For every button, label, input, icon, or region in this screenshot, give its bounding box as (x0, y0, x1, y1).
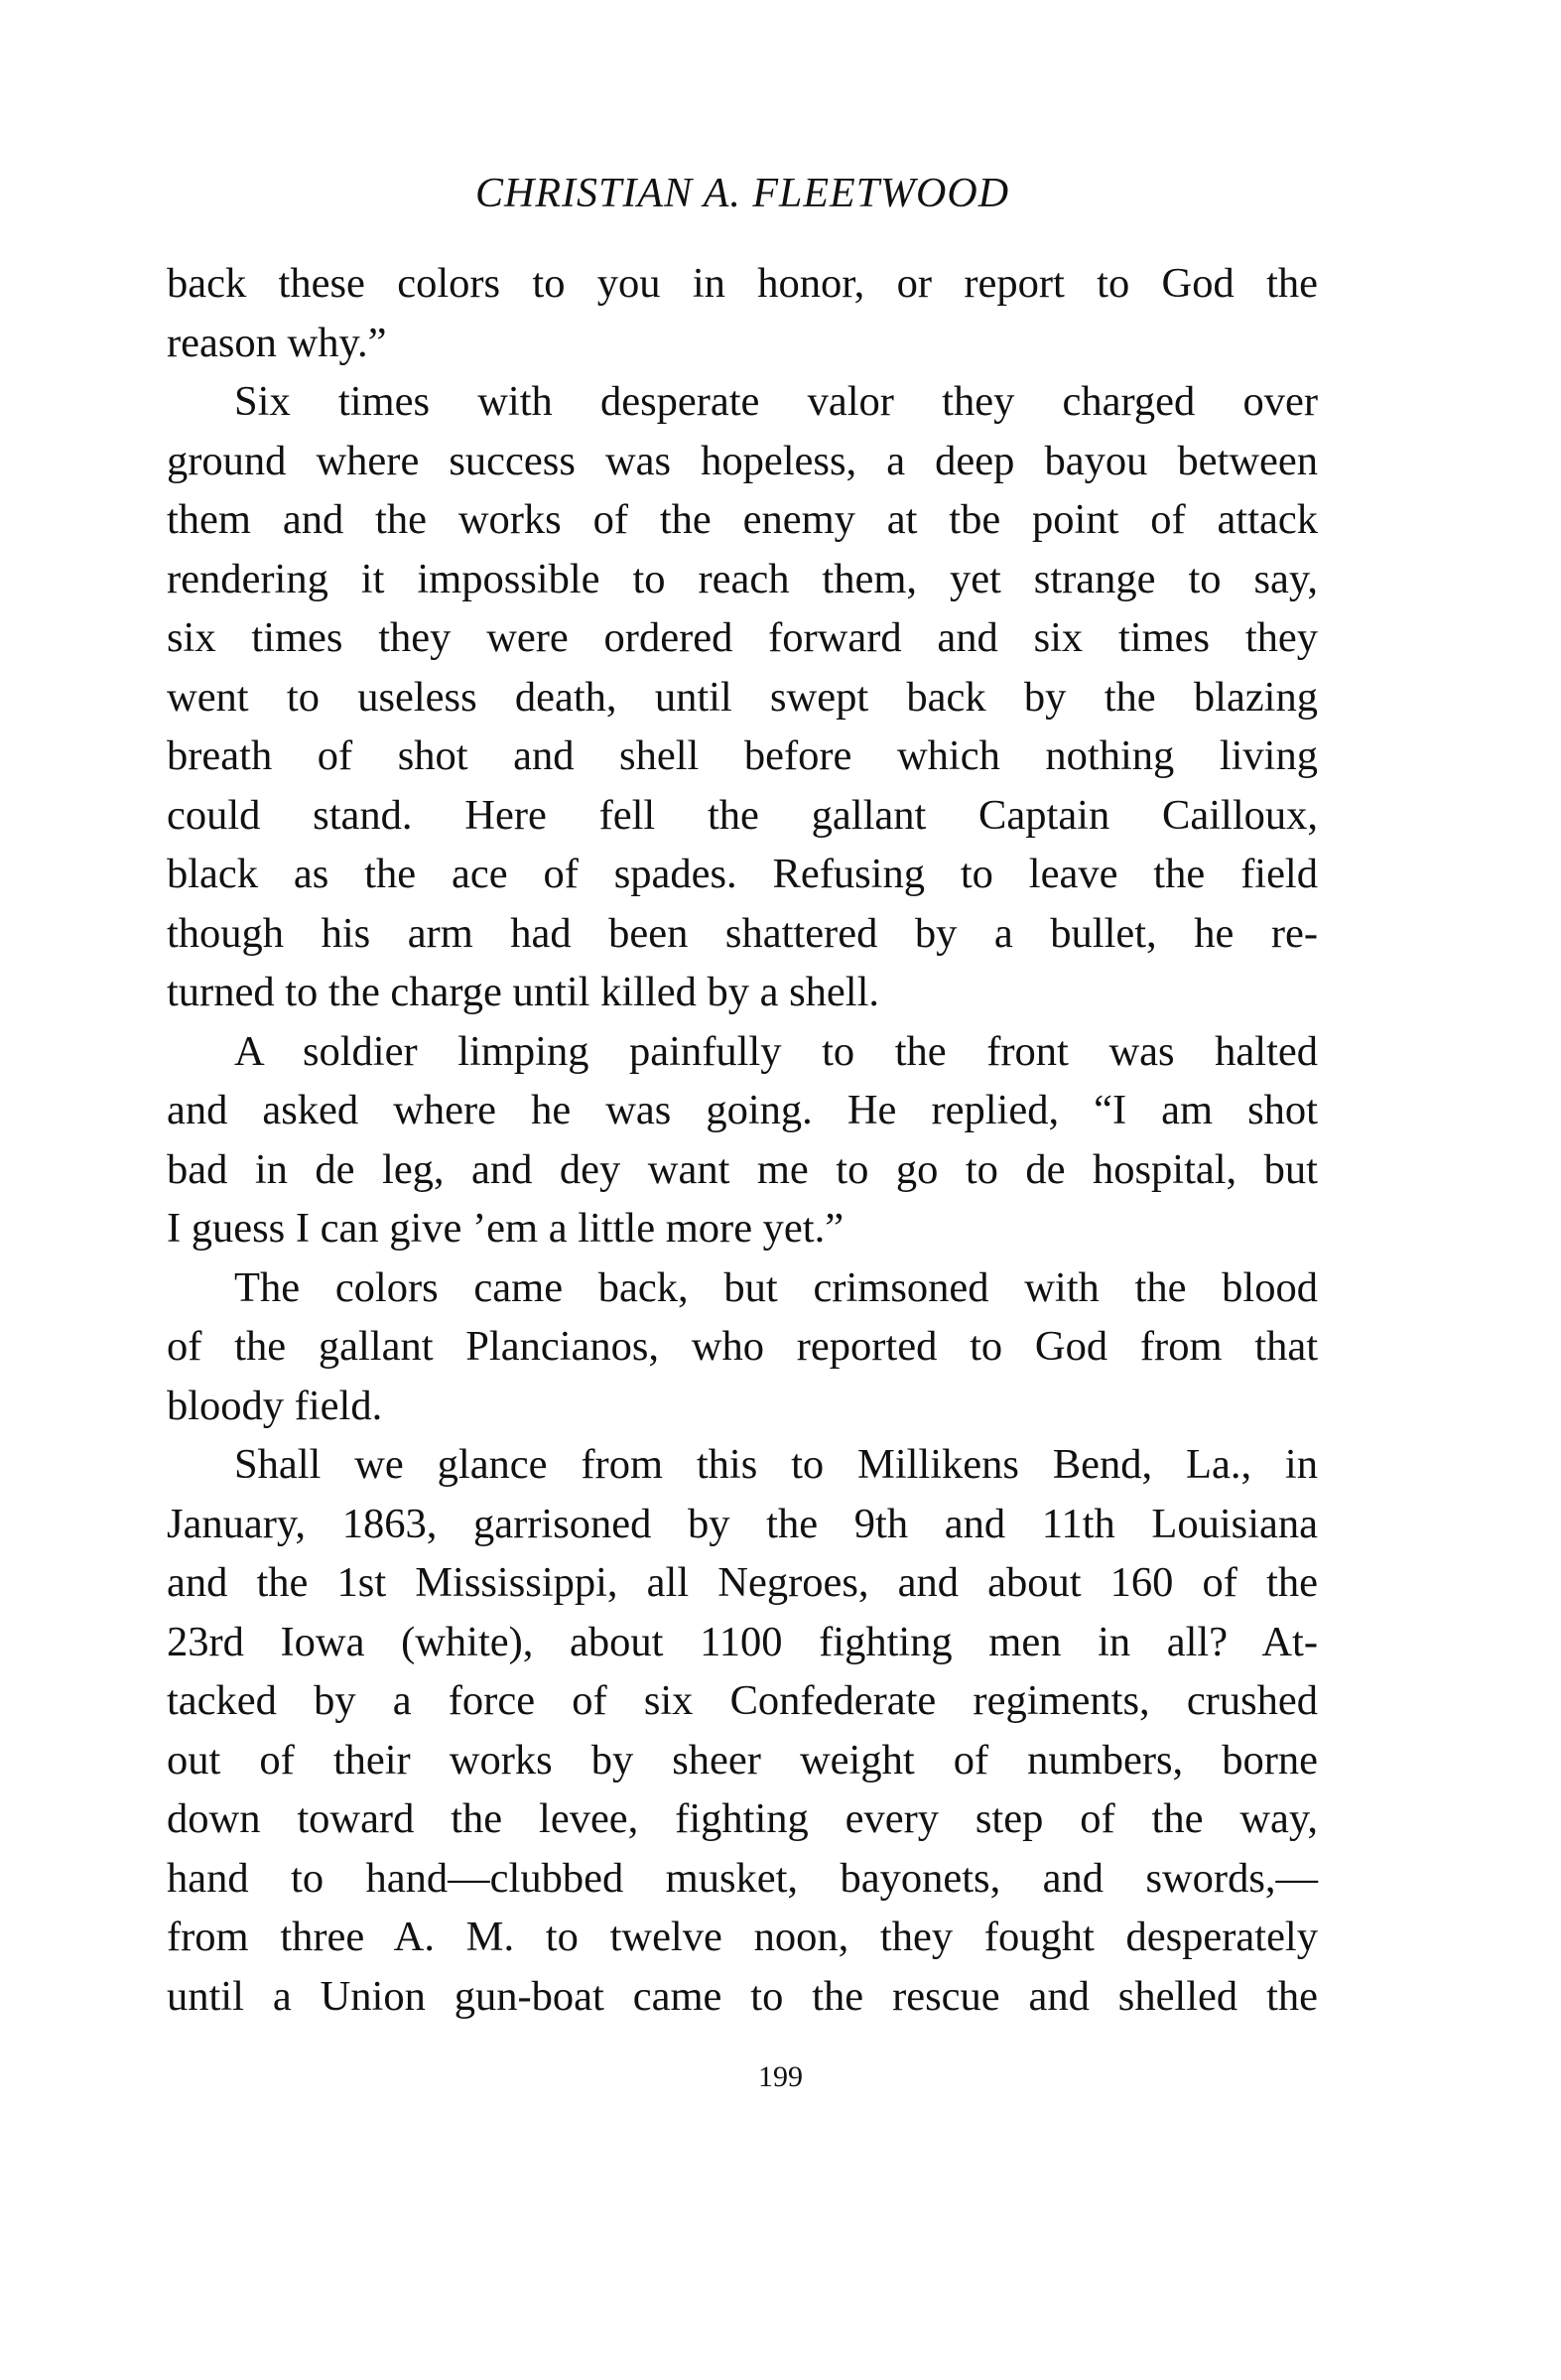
text-line: ground where success was hopeless, a deep bayou between (167, 437, 1318, 484)
text-line: bad in de leg, and dey want me to go to de hospital, but (167, 1145, 1318, 1193)
text-line: back these colors to you in honor, or report to God the (167, 260, 1318, 307)
text-line: from three A. M. to twelve noon, they fought desperately (167, 1914, 1318, 1960)
text-line: went to useless death, until swept back by the blazing (167, 673, 1318, 721)
text-line: rendering it impossible to reach them, yet strange to say, (167, 555, 1318, 602)
text-line: of the gallant Plancianos, who reported to God from that (167, 1323, 1318, 1370)
text-line: though his arm had been shattered by a bullet, he re- (167, 909, 1318, 957)
text-line: black as the ace of spades. Refusing to leave the field (167, 851, 1318, 897)
book-page (167, 169, 1318, 2026)
text-line: bloody field. (167, 1382, 383, 1429)
page-number: 199 (758, 2060, 803, 2093)
text-line: out of their works by sheer weight of numbers, borne (167, 1736, 1318, 1784)
running-head: CHRISTIAN A. FLEETWOOD (474, 171, 1010, 216)
text-line: breath of shot and shell before which nothing living (167, 732, 1318, 779)
text-line: and asked where he was going. He replied, “I am shot (167, 1087, 1318, 1133)
text-line: Six times with desperate valor they charged over (234, 378, 1318, 425)
text-line: turned to the charge until killed by a shell. (167, 969, 879, 1015)
text-line: 23rd Iowa (white), about 1100 fighting men in all? At- (167, 1618, 1318, 1665)
body-text (167, 254, 1318, 2026)
text-line: could stand. Here fell the gallant Captain Cailloux, (167, 791, 1318, 839)
text-line: January, 1863, garrisoned by the 9th and 11th Louisiana (167, 1500, 1318, 1547)
text-line: six times they were ordered forward and six times they (167, 614, 1318, 661)
text-line: hand to hand—clubbed musket, bayonets, and swords,— (167, 1854, 1318, 1902)
text-line: until a Union gun-boat came to the rescue and shelled the (167, 1972, 1318, 2020)
text-line: them and the works of the enemy at tbe point of attack (167, 496, 1318, 543)
text-line: Shall we glance from this to Millikens Bend, La., in (234, 1441, 1318, 1488)
text-line: reason why.” (167, 319, 387, 366)
text-line: The colors came back, but crimsoned with the blood (234, 1263, 1318, 1311)
text-line: down toward the levee, fighting every step of the way, (167, 1795, 1318, 1842)
text-line: A soldier limping painfully to the front was halted (234, 1027, 1318, 1075)
text-line: tacked by a force of six Confederate regiments, crushed (167, 1677, 1318, 1724)
text-line: I guess I can give ’em a little more yet.” (167, 1205, 845, 1252)
text-line: and the 1st Mississippi, all Negroes, and about 160 of the (167, 1559, 1318, 1606)
